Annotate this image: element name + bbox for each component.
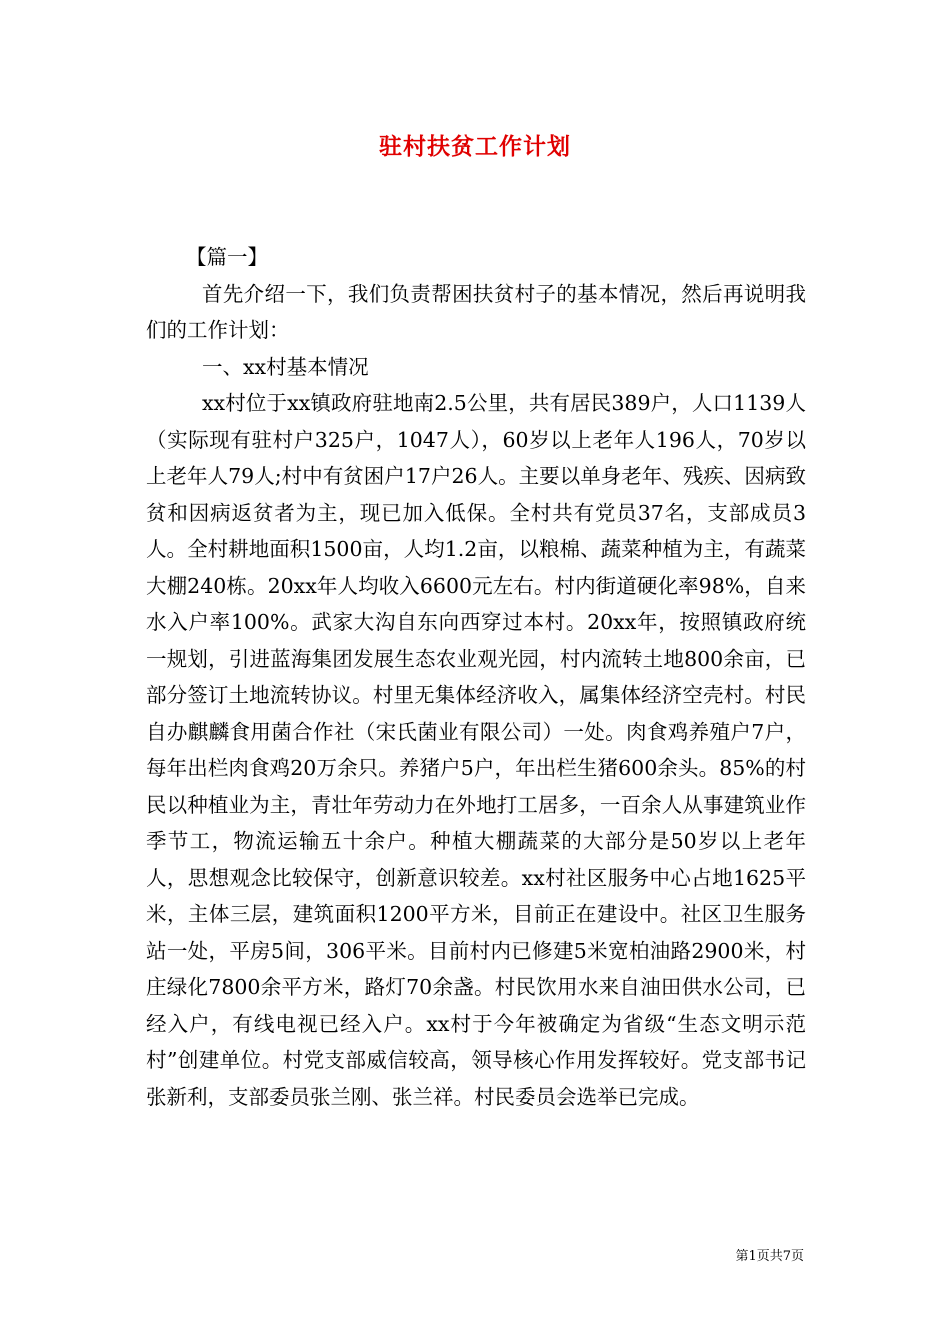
body-paragraph: xx村位于xx镇政府驻地南2.5公里，共有居民389户，人口1139人（实际现有驻村户325户，1047人），60岁以上老年人196人，70岁以上老年人79人;村中有贫困户17户26人。主要以单身老年、残疾、因病致贫和因病返贫者为主，现已加入低保。全村共有党员37名，支部成员3人。全村耕地面积1500亩，人均1.2亩，以粮棉、蔬菜种植为主，有蔬菜大棚240栋。20xx年人均收入6600元左右。村内街道硬化率98%，自来水入户率100%。武家大沟自东向西穿过本村。20xx年，按照镇政府统一规划，引进蓝海集团发展生态农业观光园，村内流转土地800余亩，已部分签订土地流转协议。村里无集体经济收入，属集体经济空壳村。村民自办麒麟食用菌合作社（宋氏菌业有限公司）一处。肉食鸡养殖户7户，每年出栏肉食鸡20万余只。养猪户5户，年出栏生猪600余头。85%的村民以种植业为主，青壮年劳动力在外地打工居多，一百余人从事建筑业作季节工，物流运输五十余户。种植大棚蔬菜的大部分是50岁以上老年人，思想观念比较保守，创新意识较差。xx村社区服务中心占地1625平米，主体三层，建筑面积1200平方米，目前正在建设中。社区卫生服务站一处，平房5间，306平米。目前村内已修建5米宽柏油路2900米，村庄绿化7800余平方米，路灯70余盏。村民饮用水来自油田供水公司，已经入户，有线电视已经入户。xx村于今年被确定为省级“生态文明示范村”创建单位。村党支部威信较高，领导核心作用发挥较好。党支部书记张新利，支部委员张兰刚、张兰祥。村民委员会选举已完成。 <box>146 391 806 1109</box>
section-heading: 一、xx村基本情况 <box>202 354 369 379</box>
section-label: 【篇一】 <box>186 245 268 269</box>
document-body <box>146 239 806 1115</box>
document-title: 驻村扶贫工作计划 <box>379 133 571 160</box>
page-number: 第1页共7页 <box>735 1249 804 1264</box>
intro-paragraph: 首先介绍一下，我们负责帮困扶贫村子的基本情况，然后再说明我们的工作计划： <box>146 281 806 342</box>
